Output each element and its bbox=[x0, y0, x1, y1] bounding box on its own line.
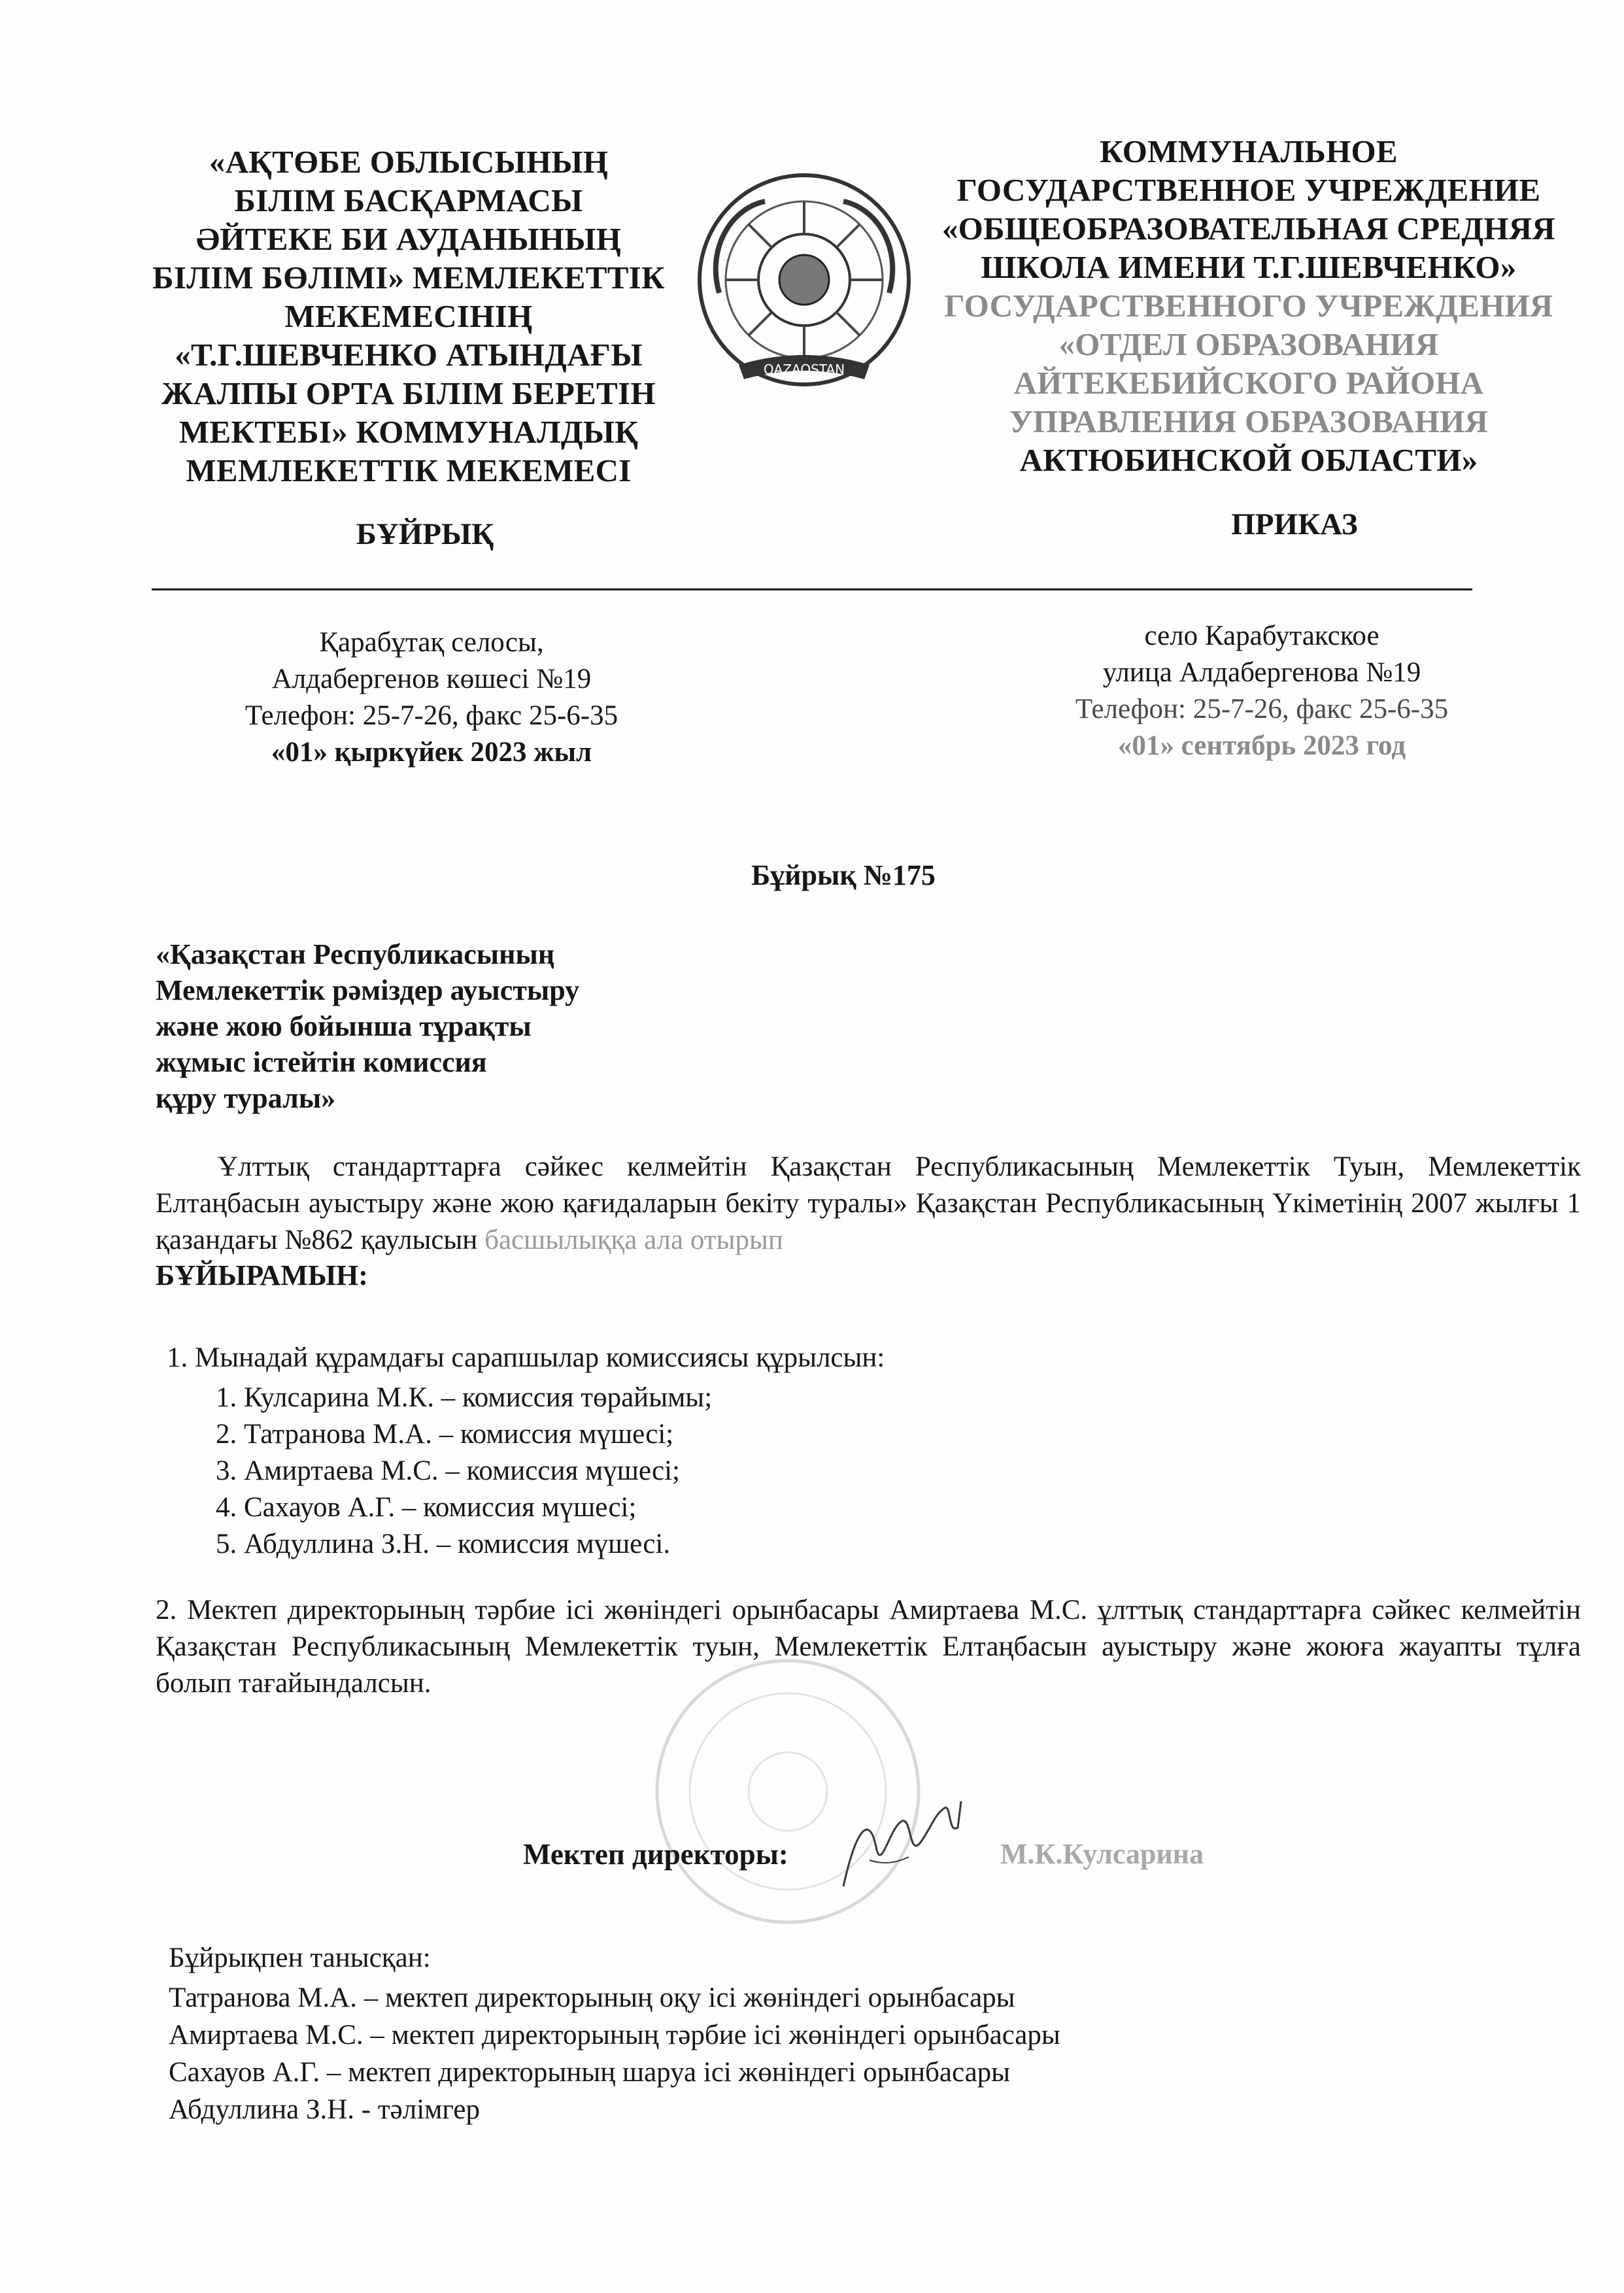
header-right-line: ГОСУДАРСТВЕННОГО УЧРЕЖДЕНИЯ bbox=[944, 288, 1553, 324]
item-1-title: 1. Мынадай құрамдағы сарапшылар комиссиясы құрылсын: bbox=[167, 1342, 885, 1373]
list-item: 1. Кулсарина М.К. – комиссия төрайымы; bbox=[216, 1382, 713, 1413]
list-item: Амиртаева М.С. – мектеп директорының тәрбие ісі жөніндегі орынбасары bbox=[169, 2020, 1060, 2050]
list-item: Татранова М.А. – мектеп директорының оқу ісі жөніндегі орынбасары bbox=[169, 1982, 1015, 2013]
subject-line: және жою бойынша тұрақты bbox=[156, 1010, 532, 1042]
director-label: Мектеп директоры: bbox=[523, 1838, 788, 1871]
preamble-faded-tail: басшылыққа ала отырып bbox=[484, 1225, 783, 1255]
subject-line: құру туралы» bbox=[156, 1082, 336, 1114]
header-right-line: «ОБЩЕОБРАЗОВАТЕЛЬНАЯ СРЕДНЯЯ bbox=[941, 211, 1556, 246]
emblem-ribbon-text: QAZAQSTAN bbox=[763, 362, 845, 377]
list-item: 2. Татранова М.А. – комиссия мүшесі; bbox=[216, 1419, 674, 1450]
header-left-line: ЖАЛПЫ ОРТА БІЛІМ БЕРЕТІН bbox=[161, 375, 656, 411]
address-right-line: Телефон: 25-7-26, факс 25-6-35 bbox=[1075, 694, 1449, 724]
signature-icon bbox=[830, 1788, 987, 1906]
commission-members-list bbox=[216, 1380, 712, 1563]
address-right-line: улица Алдабергенова №19 bbox=[1102, 657, 1421, 688]
header-left-organization bbox=[141, 143, 677, 490]
subject-line: «Қазақстан Республикасының bbox=[156, 938, 555, 970]
doc-type-russian: ПРИКАЗ bbox=[1231, 507, 1358, 541]
address-left-line: Қарабұтақ селосы, bbox=[319, 627, 544, 658]
header-right-line: УПРАВЛЕНИЯ ОБРАЗОВАНИЯ bbox=[1009, 403, 1489, 439]
header-left-line: МЕКЕМЕСІНІҢ bbox=[284, 298, 533, 334]
address-right-date: «01» сентябрь 2023 год bbox=[1117, 730, 1406, 761]
header-left-line: «АҚТӨБЕ ОБЛЫСЫНЫҢ bbox=[209, 144, 609, 180]
list-item: 5. Абдуллина З.Н. – комиссия мүшесі. bbox=[216, 1529, 671, 1559]
address-left-line: Алдабергенов көшесі №19 bbox=[271, 664, 592, 694]
header-left-line: МЕМЛЕКЕТТІК МЕКЕМЕСІ bbox=[186, 452, 632, 488]
list-item: Сахауов А.Г. – мектеп директорының шаруа ісі жөніндегі орынбасары bbox=[169, 2057, 1011, 2088]
header-left-line: ӘЙТЕКЕ БИ АУДАНЫНЫҢ bbox=[195, 221, 622, 257]
address-right-line: село Карабутакское bbox=[1144, 620, 1379, 651]
header-right-line: ШКОЛА ИМЕНИ Т.Г.ШЕВЧЕНКО» bbox=[981, 249, 1517, 285]
header-left-line: БІЛІМ БӨЛІМІ» МЕМЛЕКЕТТІК bbox=[152, 260, 665, 296]
preamble-paragraph bbox=[156, 1149, 1581, 1259]
order-subject bbox=[156, 936, 692, 1116]
acquainted-list bbox=[169, 1979, 1060, 2128]
header-divider bbox=[152, 588, 1472, 590]
header-left-line: МЕКТЕБІ» КОММУНАЛДЫҚ bbox=[178, 414, 639, 450]
item-2-paragraph: 2. Мектеп директорының тәрбие ісі жөніндегі орынбасары Амиртаева М.С. ұлттық стандарттарға сәйкес келмейтін Қазақстан Республикасының Мемлекеттік туын, Мемлекеттік Елтаңбасын ауыстыру және жоюға жауапты тұлға болып тағайындалсын. bbox=[156, 1595, 1581, 1699]
header-right-line: «ОТДЕЛ ОБРАЗОВАНИЯ bbox=[1058, 326, 1439, 362]
list-item: 4. Сахауов А.Г. – комиссия мүшесі; bbox=[216, 1492, 637, 1523]
address-left-date: «01» қыркүйек 2023 жыл bbox=[271, 737, 592, 768]
header-right-organization bbox=[915, 132, 1582, 479]
acquainted-title: Бұйрықпен танысқан: bbox=[169, 1943, 431, 1973]
director-name: М.К.Кулсарина bbox=[1000, 1838, 1204, 1870]
list-item: Абдуллина З.Н. - тәлімгер bbox=[169, 2094, 481, 2125]
header-right-line: КОММУНАЛЬНОЕ bbox=[1100, 133, 1398, 169]
decree-word: БҰЙЫРАМЫН: bbox=[156, 1259, 368, 1291]
list-item: 3. Амиртаева М.С. – комиссия мүшесі; bbox=[216, 1455, 680, 1486]
header-left-line: «Т.Г.ШЕВЧЕНКО АТЫНДАҒЫ bbox=[175, 337, 643, 373]
header-left-line: БІЛІМ БАСҚАРМАСЫ bbox=[234, 182, 583, 218]
header-right-line: АКТЮБИНСКОЙ ОБЛАСТИ» bbox=[1019, 442, 1478, 478]
header-right-line: ГОСУДАРСТВЕННОЕ УЧРЕЖДЕНИЕ bbox=[956, 172, 1541, 208]
order-number: Бұйрық №175 bbox=[751, 859, 936, 891]
address-left-line: Телефон: 25-7-26, факс 25-6-35 bbox=[245, 700, 618, 731]
address-left bbox=[177, 624, 686, 771]
address-right bbox=[1007, 618, 1517, 764]
doc-type-kazakh: БҰЙРЫҚ bbox=[356, 517, 494, 551]
subject-line: Мемлекеттік рәміздер ауыстыру bbox=[156, 974, 580, 1006]
kazakhstan-state-emblem-icon bbox=[693, 169, 915, 391]
header-right-line: АЙТЕКЕБИЙСКОГО РАЙОНА bbox=[1013, 365, 1484, 401]
preamble-text: Ұлттық стандарттарға сәйкес келмейтін Қазақстан Республикасының Мемлекеттік Туын, Мемлекеттік Елтаңбасын ауыстыру және жою қағидаларын бекіту туралы» Қазақстан Республикасының Үкіметінің 2007 жылғы 1 қазандағы №862 қаулысын bbox=[156, 1151, 1581, 1255]
subject-line: жұмыс істейтін комиссия bbox=[156, 1046, 487, 1078]
